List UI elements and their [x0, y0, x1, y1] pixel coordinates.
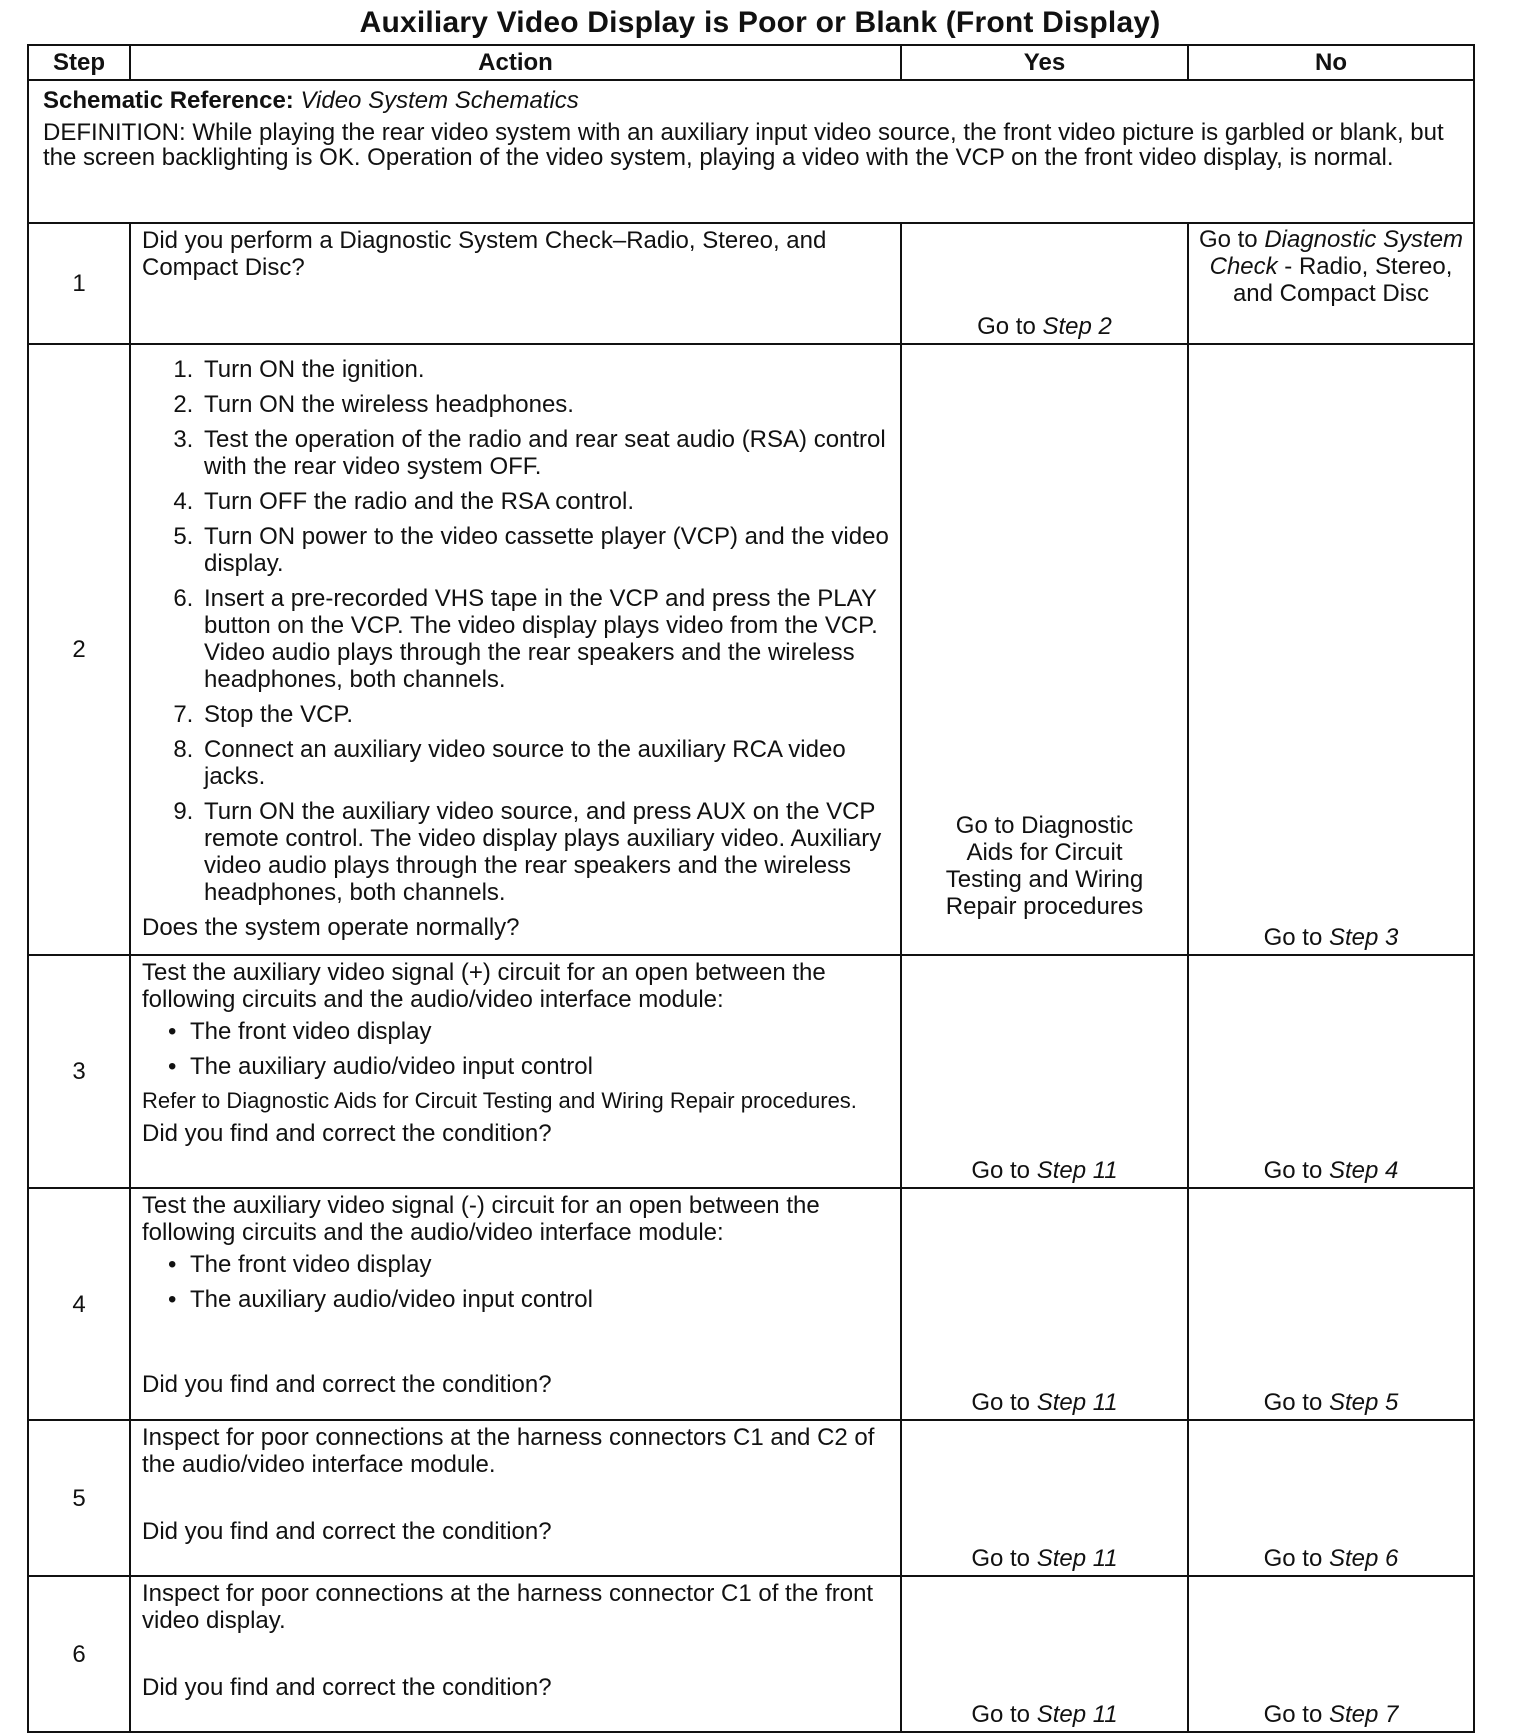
action-intro: Test the auxiliary video signal (-) circuit for an open between the following circuits and the audio/video interface module:: [142, 1192, 820, 1246]
no-prefix: Go to: [1198, 226, 1265, 253]
no-cell: [1188, 1420, 1474, 1576]
yes-diagnostic-aids-text: Go to Diagnostic Aids for Circuit Testing and Wiring Repair procedures: [945, 812, 1144, 920]
list-item: 1. Turn ON the ignition.: [200, 356, 890, 383]
no-step-link[interactable]: Step 4: [1328, 1157, 1399, 1184]
yes-prefix: Go to: [977, 313, 1043, 340]
no-cell: [1188, 344, 1474, 955]
page-title: Auxiliary Video Display is Poor or Blank (Front Display): [359, 6, 1161, 39]
action-note: Refer to Diagnostic Aids for Circuit Testing and Wiring Repair procedures.: [142, 1088, 857, 1113]
action-intro: Inspect for poor connections at the harness connectors C1 and C2 of the audio/video interface module.: [142, 1424, 875, 1478]
list-item: • The front video display: [190, 1251, 890, 1278]
schematic-reference-label: Schematic Reference:: [43, 87, 294, 114]
step-number: 5: [28, 1420, 130, 1576]
action-question: Does the system operate normally?: [142, 914, 520, 941]
yes-cell: [901, 1420, 1188, 1576]
no-diagnostic-link[interactable]: Diagnostic System Check: [1209, 226, 1464, 280]
procedure-list: [142, 356, 890, 906]
list-item: 3. Test the operation of the radio and rear seat audio (RSA) control with the rear video system OFF.: [200, 426, 890, 480]
list-item: 4. Turn OFF the radio and the RSA control.: [200, 488, 890, 515]
yes-cell: [901, 1188, 1188, 1420]
action-question: Did you find and correct the condition?: [142, 1120, 552, 1147]
no-cell: [1188, 223, 1474, 344]
step-number: 6: [28, 1576, 130, 1732]
no-step-link[interactable]: Step 5: [1328, 1389, 1399, 1416]
no-step-link[interactable]: Step 6: [1328, 1545, 1399, 1572]
action-intro: Inspect for poor connections at the harness connector C1 of the front video display.: [142, 1580, 874, 1634]
no-prefix: Go to: [1263, 1157, 1329, 1184]
action-cell: [130, 1188, 901, 1420]
table-row: [28, 223, 1474, 344]
list-item: • The auxiliary audio/video input control: [190, 1053, 890, 1080]
bullet-list: [142, 1251, 890, 1313]
no-suffix: - Radio, Stereo, and Compact Disc: [1232, 253, 1453, 307]
list-item: 9. Turn ON the auxiliary video source, and press AUX on the VCP remote control. The video display plays auxiliary video. Auxiliary video audio plays through the rear speakers and the wireless headphones, both channels.: [200, 798, 890, 906]
schematic-reference-link[interactable]: Video System Schematics: [300, 87, 579, 114]
yes-prefix: Go to: [971, 1389, 1037, 1416]
header-no: No: [1188, 45, 1474, 80]
header-action: Action: [130, 45, 901, 80]
no-cell: [1188, 955, 1474, 1188]
header-step: Step: [28, 45, 130, 80]
action-question: Did you find and correct the condition?: [142, 1518, 552, 1545]
action-cell: [130, 1576, 901, 1732]
yes-cell: [901, 223, 1188, 344]
yes-step-link[interactable]: Step 11: [1036, 1389, 1118, 1416]
yes-cell: [901, 344, 1188, 955]
definition-cell: [28, 80, 1474, 223]
no-prefix: Go to: [1263, 1545, 1329, 1572]
definition-text: DEFINITION: While playing the rear video system with an auxiliary input video source, the front video picture is garbled or blank, but the screen backlighting is OK. Operation of the video system, playing a video with the VCP on the front video display, is normal.: [43, 119, 1444, 171]
action-intro: Test the auxiliary video signal (+) circuit for an open between the following circuits and the audio/video interface module:: [142, 959, 826, 1013]
yes-prefix: Go to: [971, 1545, 1037, 1572]
no-step-link[interactable]: Step 7: [1328, 1701, 1399, 1728]
list-item: 2. Turn ON the wireless headphones.: [200, 391, 890, 418]
list-item: 6. Insert a pre-recorded VHS tape in the VCP and press the PLAY button on the VCP. The video display plays video from the VCP. Video audio plays through the rear speakers and the wireless headphones, both channels.: [200, 585, 890, 693]
yes-prefix: Go to: [971, 1701, 1037, 1728]
no-step-link[interactable]: Step 3: [1328, 924, 1399, 951]
no-prefix: Go to: [1263, 1701, 1329, 1728]
yes-prefix: Go to: [971, 1157, 1037, 1184]
bullet-list: [142, 1018, 890, 1080]
no-cell: [1188, 1576, 1474, 1732]
step-number: 1: [28, 223, 130, 344]
yes-step-link[interactable]: Step 11: [1036, 1545, 1118, 1572]
step-number: 4: [28, 1188, 130, 1420]
yes-step-link[interactable]: Step 11: [1036, 1701, 1118, 1728]
yes-cell: [901, 1576, 1188, 1732]
list-item: • The front video display: [190, 1018, 890, 1045]
list-item: • The auxiliary audio/video input control: [190, 1286, 890, 1313]
table-row: [28, 1420, 1474, 1576]
table-header-row: [28, 45, 1474, 80]
yes-step-link[interactable]: Step 2: [1042, 313, 1112, 340]
no-prefix: Go to: [1263, 1389, 1329, 1416]
table-row: [28, 344, 1474, 955]
list-item: 7. Stop the VCP.: [200, 701, 890, 728]
action-cell: [130, 955, 901, 1188]
step-number: 2: [28, 344, 130, 955]
action-cell: [130, 223, 901, 344]
no-prefix: Go to: [1263, 924, 1329, 951]
action-question: Did you find and correct the condition?: [142, 1674, 552, 1701]
action-question: Did you perform a Diagnostic System Check–Radio, Stereo, and Compact Disc?: [142, 227, 827, 281]
action-cell: [130, 1420, 901, 1576]
diagnostic-table: [27, 44, 1475, 1733]
action-cell: [130, 344, 901, 955]
table-row: [28, 1188, 1474, 1420]
schematic-reference: [43, 87, 1459, 114]
yes-cell: [901, 955, 1188, 1188]
action-question: Did you find and correct the condition?: [142, 1371, 552, 1398]
table-row: [28, 955, 1474, 1188]
yes-step-link[interactable]: Step 11: [1036, 1157, 1118, 1184]
step-number: 3: [28, 955, 130, 1188]
table-row: [28, 1576, 1474, 1732]
definition-row: [28, 80, 1474, 223]
no-cell: [1188, 1188, 1474, 1420]
list-item: 5. Turn ON power to the video cassette player (VCP) and the video display.: [200, 523, 890, 577]
list-item: 8. Connect an auxiliary video source to the auxiliary RCA video jacks.: [200, 736, 890, 790]
header-yes: Yes: [901, 45, 1188, 80]
